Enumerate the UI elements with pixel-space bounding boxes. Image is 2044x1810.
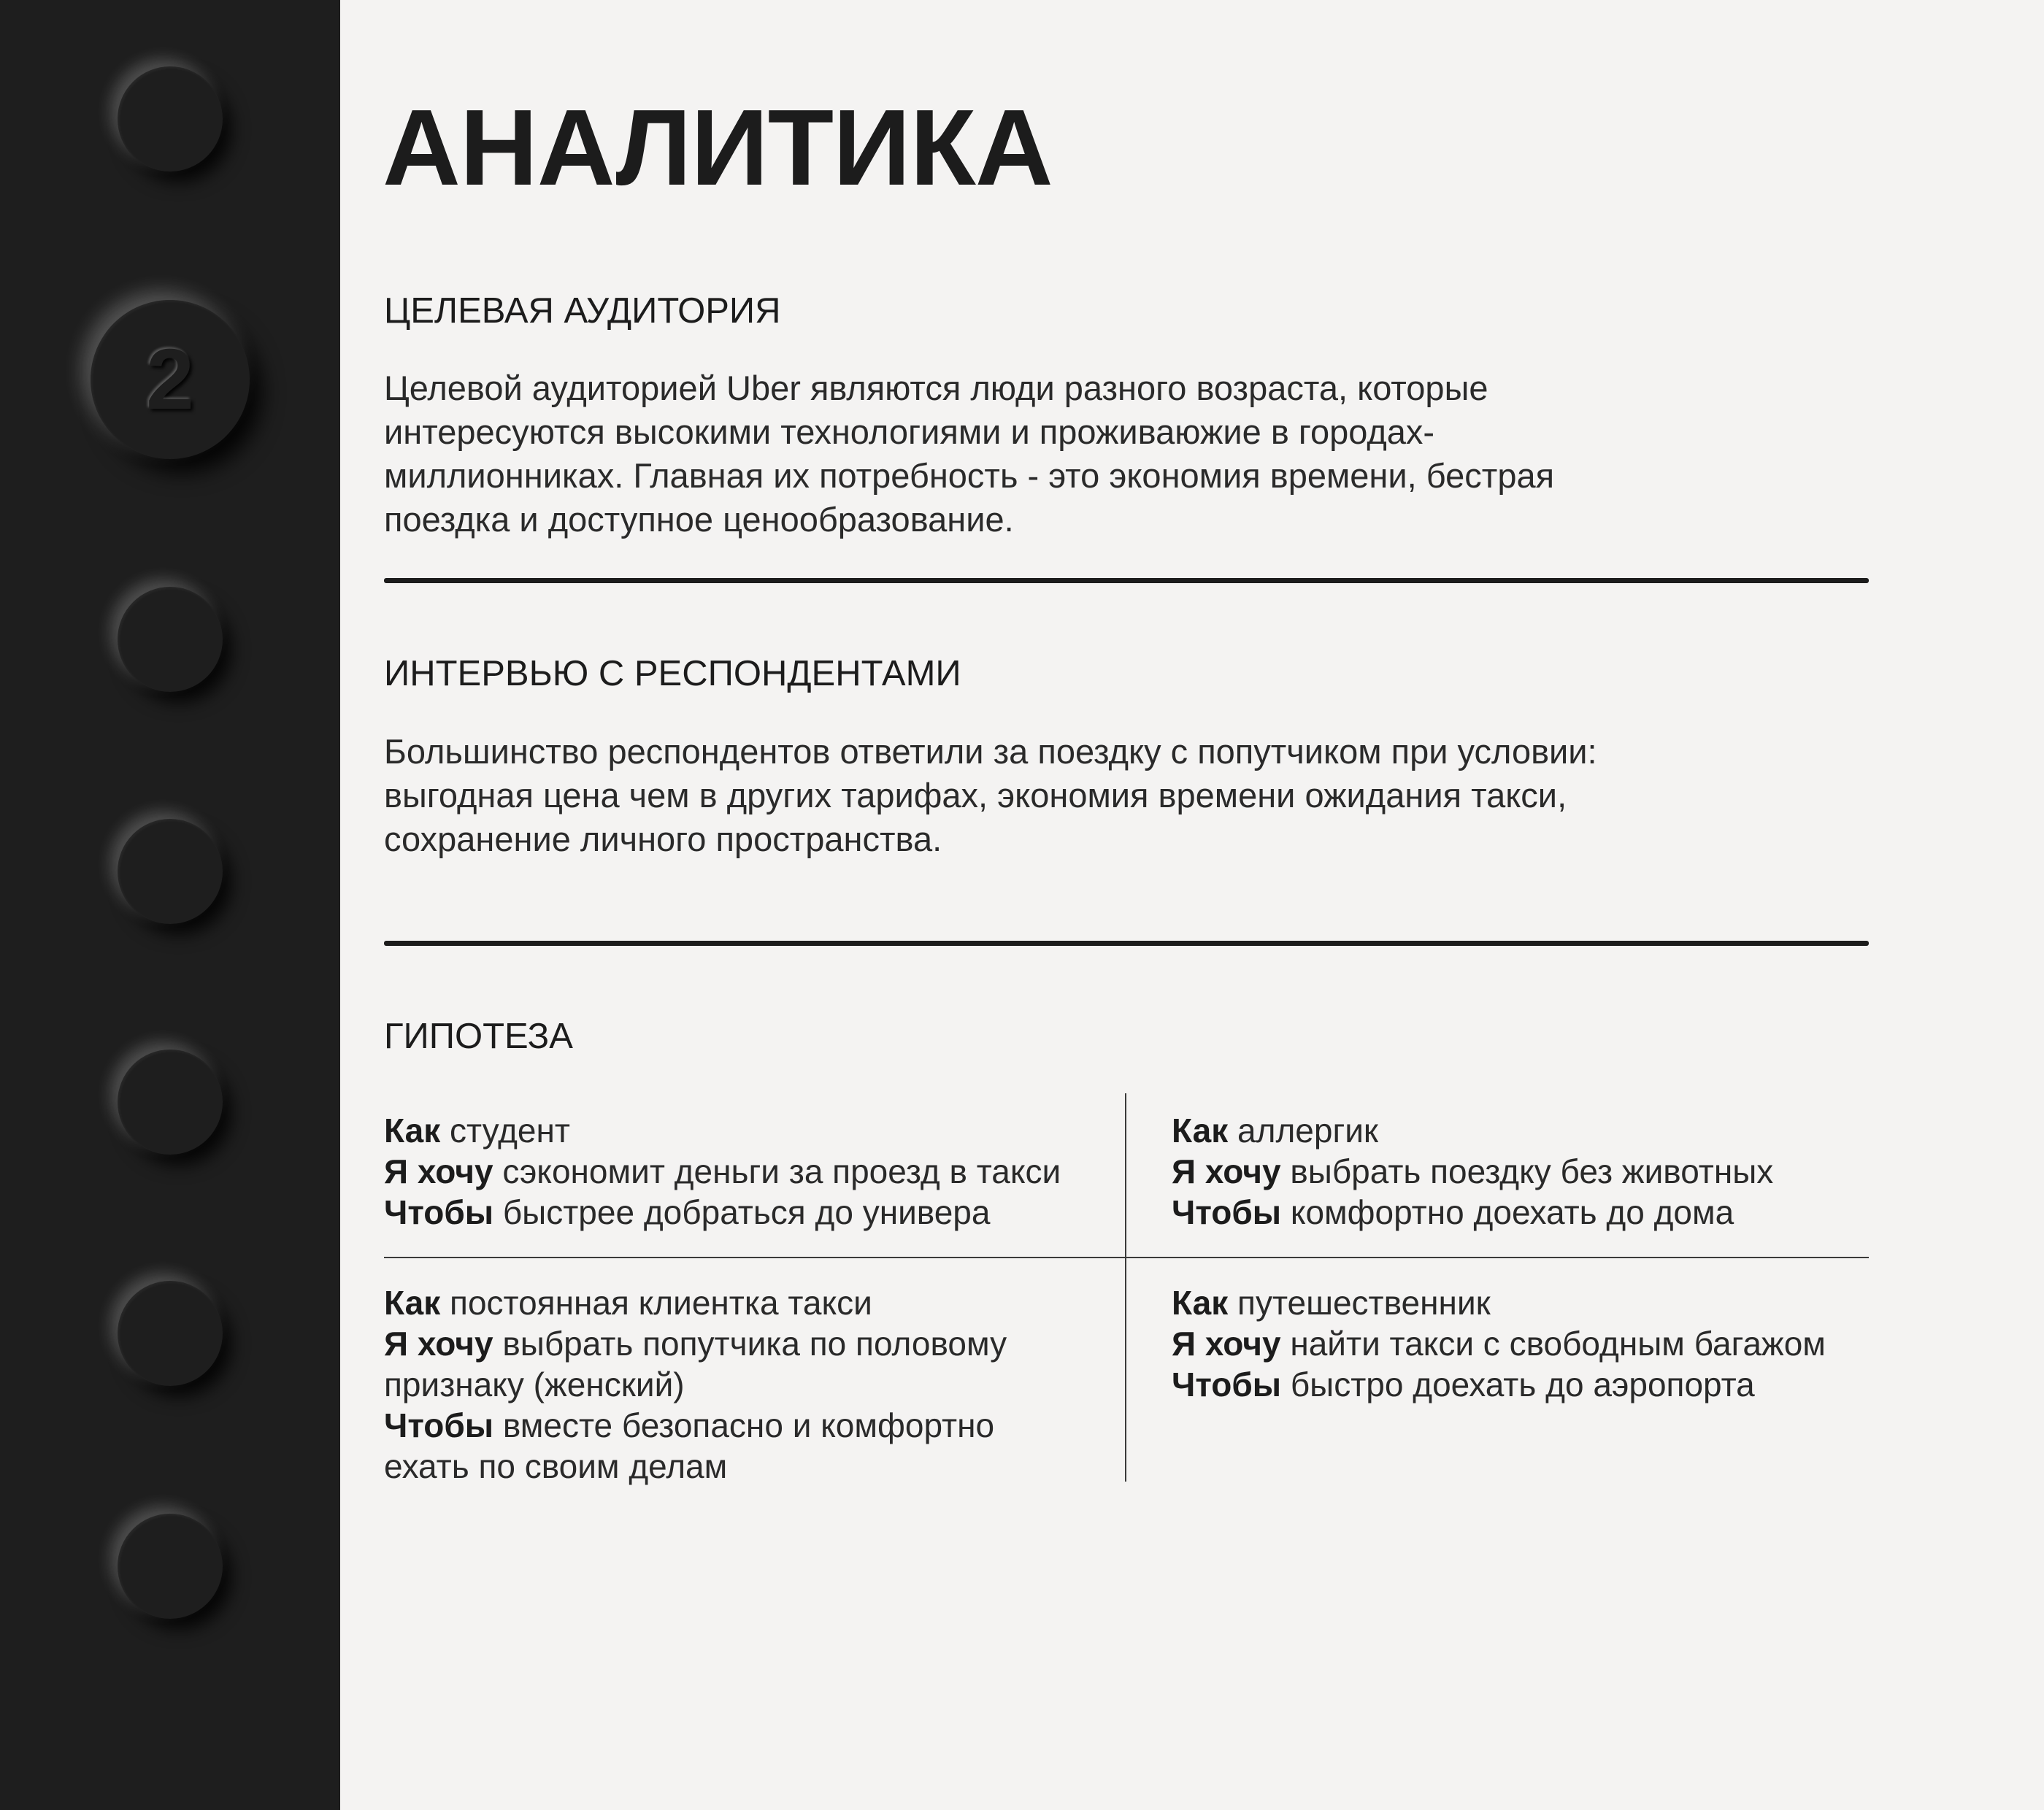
step-number: 2 [146,331,194,428]
sidebar [0,0,340,1810]
step-indicator-6[interactable] [118,1281,223,1386]
step-number [118,819,223,924]
step-indicator-4[interactable] [118,819,223,924]
card-want-line: Я хочу выбрать поездку без животных [1172,1152,1774,1190]
grid-horizontal-divider [384,1257,1869,1258]
card-as-line: Как путешественник [1172,1284,1491,1322]
step-indicator-7[interactable] [118,1514,223,1619]
section-body-interview: Большинство респондентов ответили за поездку с попутчиком при условии: выгодная цена чем в других тарифах, экономия времени ожидания такси, сохранение личного пространства. [384,732,1597,858]
step-number [118,66,223,172]
card-want-line: Я хочу сэкономит деньги за проезд в такси [384,1152,1061,1190]
section-divider [384,578,1869,583]
step-number [118,1281,223,1386]
card-so-line: Чтобы комфортно доехать до дома [1172,1193,1734,1231]
step-number [118,1050,223,1155]
section-body-audience: Целевой аудиторией Uber являются люди разного возраста, которые интересуются высокими технологиями и проживаюжие в городах-миллионниках. Главная их потребность - это экономия времени, бестрая поездка и доступное ценообразование. [384,369,1555,539]
step-indicator-3[interactable] [118,587,223,692]
hypothesis-card-regular-client [384,1282,1085,1487]
section-heading-hypothesis: ГИПОТЕЗА [384,1017,573,1056]
card-as-line: Как постоянная клиентка такси [384,1284,872,1322]
card-as-line: Как аллергик [1172,1112,1379,1149]
hypothesis-card-traveler [1172,1282,1902,1405]
card-so-line: Чтобы вместе безопасно и комфортно ехать по своим делам [384,1406,995,1485]
step-indicator-5[interactable] [118,1050,223,1155]
section-heading-interview: ИНТЕРВЬЮ С РЕСПОНДЕНТАМИ [384,654,961,693]
hypothesis-card-student [384,1110,1114,1233]
card-so-line: Чтобы быстро доехать до аэропорта [1172,1366,1755,1403]
hypothesis-card-allergic [1172,1110,1902,1233]
card-want-line: Я хочу выбрать попутчика по половому признаку (женский) [384,1325,1007,1403]
section-divider [384,941,1869,946]
step-number [118,1514,223,1619]
page-title: АНАЛИТИКА [383,88,1053,208]
card-so-line: Чтобы быстрее добраться до универа [384,1193,991,1231]
section-heading-audience: ЦЕЛЕВАЯ АУДИТОРИЯ [384,291,781,331]
step-number [118,587,223,692]
step-indicator-2-active[interactable] [91,300,250,459]
step-indicator-1[interactable] [118,66,223,172]
card-want-line: Я хочу найти такси с свободным багажом [1172,1325,1826,1363]
card-as-line: Как студент [384,1112,570,1149]
grid-vertical-divider [1125,1093,1126,1482]
